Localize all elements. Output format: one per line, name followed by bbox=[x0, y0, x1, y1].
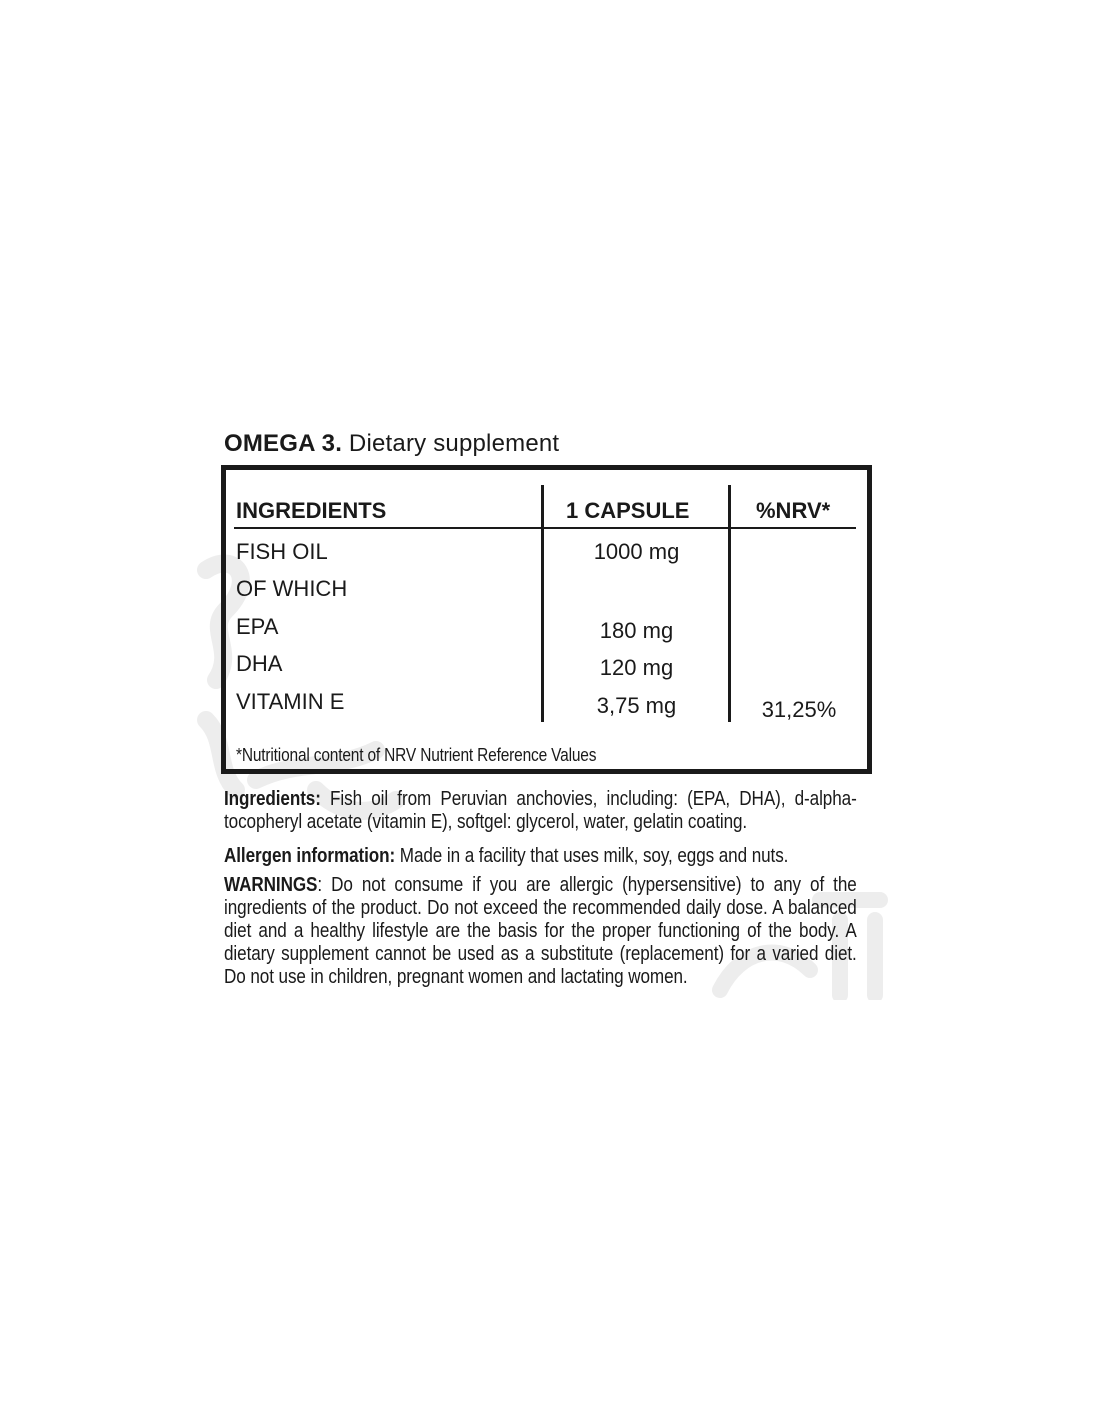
table-footnote: *Nutritional content of NRV Nutrient Reference Values bbox=[236, 745, 597, 765]
row-name-of-which: OF WHICH bbox=[236, 576, 348, 601]
row-amount-vitamin-e: 3,75 mg bbox=[596, 693, 677, 718]
product-name: OMEGA 3. bbox=[224, 430, 343, 457]
ingredients-label: Ingredients: bbox=[224, 788, 321, 810]
warnings-paragraph bbox=[224, 874, 857, 989]
row-amount-fish-oil: 1000 mg bbox=[593, 539, 680, 564]
ingredients-paragraph bbox=[224, 788, 857, 834]
row-name-vitamin-e: VITAMIN E bbox=[236, 689, 345, 714]
header-nrv: %NRV* bbox=[756, 498, 831, 523]
allergen-paragraph bbox=[224, 845, 857, 868]
header-capsule: 1 CAPSULE bbox=[566, 498, 690, 523]
header-ingredients: INGREDIENTS bbox=[236, 498, 387, 523]
header-divider bbox=[234, 527, 856, 529]
row-name-epa: EPA bbox=[236, 614, 279, 639]
product-title bbox=[224, 430, 559, 458]
row-name-dha: DHA bbox=[236, 651, 283, 676]
warnings-label: WARNINGS bbox=[224, 874, 318, 896]
nutrition-table bbox=[221, 465, 872, 774]
warnings-text: : Do not consume if you are allergic (hypersensitive) to any of the ingredients of the product. Do not exceed the recommended daily dose. A balanced diet and a healthy lifestyle are the basis for the proper functioning of the body. A dietary supplement cannot be used as a substitute (replacement) for a varied diet. Do not use in children, pregnant women and lactating women. bbox=[224, 874, 857, 988]
row-amount-epa: 180 mg bbox=[599, 618, 674, 643]
allergen-text: Made in a facility that uses milk, soy, eggs and nuts. bbox=[395, 845, 789, 867]
column-divider bbox=[728, 485, 731, 722]
row-name-fish-oil: FISH OIL bbox=[236, 539, 328, 564]
allergen-label: Allergen information: bbox=[224, 845, 396, 867]
row-nrv-vitamin-e: 31,25% bbox=[761, 697, 837, 722]
ingredients-text: Fish oil from Peruvian anchovies, including: (EPA, DHA), d-alpha-tocopheryl acetate (vitamin E), softgel: glycerol, water, gelatin coating. bbox=[224, 788, 857, 833]
row-amount-dha: 120 mg bbox=[599, 655, 674, 680]
product-subtitle: Dietary supplement bbox=[342, 430, 560, 457]
column-divider bbox=[541, 485, 544, 722]
